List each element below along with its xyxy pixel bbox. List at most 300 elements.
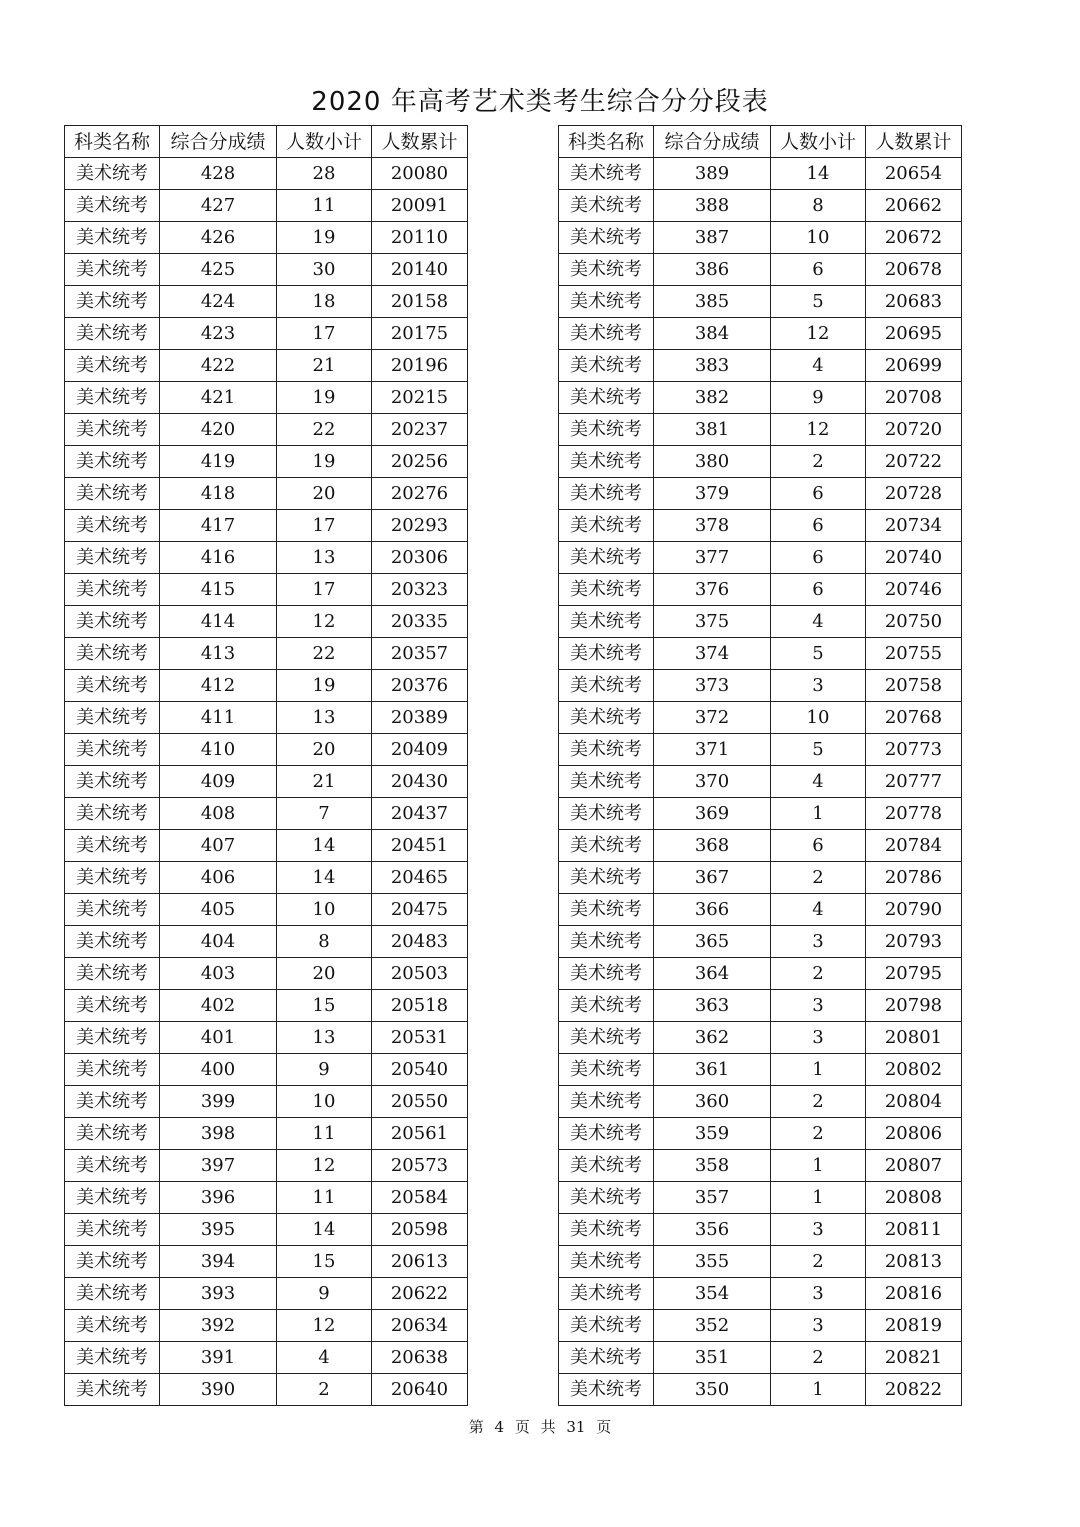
- cell-score: 427: [160, 190, 277, 222]
- table-row: [65, 574, 468, 606]
- cell-score: 354: [654, 1278, 771, 1310]
- cell-score: 414: [160, 606, 277, 638]
- cell-cumulative: 20276: [372, 478, 468, 510]
- cell-count: 11: [277, 190, 372, 222]
- cell-category: 美术统考: [65, 606, 160, 638]
- table-row: [65, 830, 468, 862]
- cell-cumulative: 20091: [372, 190, 468, 222]
- cell-count: 19: [277, 222, 372, 254]
- cell-category: 美术统考: [559, 702, 654, 734]
- cell-category: 美术统考: [65, 1342, 160, 1374]
- cell-score: 389: [654, 158, 771, 190]
- cell-count: 4: [771, 606, 866, 638]
- cell-score: 376: [654, 574, 771, 606]
- cell-score: 373: [654, 670, 771, 702]
- cell-category: 美术统考: [65, 926, 160, 958]
- cell-cumulative: 20773: [866, 734, 962, 766]
- cell-score: 409: [160, 766, 277, 798]
- table-row: [65, 382, 468, 414]
- cell-category: 美术统考: [559, 222, 654, 254]
- cell-category: 美术统考: [65, 1310, 160, 1342]
- cell-category: 美术统考: [559, 1214, 654, 1246]
- cell-count: 9: [277, 1278, 372, 1310]
- cell-count: 20: [277, 734, 372, 766]
- cell-cumulative: 20451: [372, 830, 468, 862]
- table-row: [559, 766, 962, 798]
- cell-score: 357: [654, 1182, 771, 1214]
- table-row: [559, 926, 962, 958]
- cell-score: 359: [654, 1118, 771, 1150]
- cell-category: 美术统考: [559, 638, 654, 670]
- cell-count: 19: [277, 670, 372, 702]
- table-row: [559, 446, 962, 478]
- cell-count: 10: [277, 894, 372, 926]
- cell-score: 396: [160, 1182, 277, 1214]
- cell-category: 美术统考: [559, 574, 654, 606]
- cell-cumulative: 20573: [372, 1150, 468, 1182]
- cell-score: 428: [160, 158, 277, 190]
- cell-score: 372: [654, 702, 771, 734]
- cell-cumulative: 20695: [866, 318, 962, 350]
- cell-cumulative: 20357: [372, 638, 468, 670]
- cell-cumulative: 20728: [866, 478, 962, 510]
- cell-category: 美术统考: [65, 1118, 160, 1150]
- header-count: 人数小计: [771, 126, 866, 158]
- header-category: 科类名称: [559, 126, 654, 158]
- cell-category: 美术统考: [559, 926, 654, 958]
- table-row: [65, 606, 468, 638]
- cell-score: 405: [160, 894, 277, 926]
- cell-category: 美术统考: [559, 478, 654, 510]
- page-title: 2020 年高考艺术类考生综合分分段表: [311, 87, 769, 117]
- cell-count: 2: [771, 1342, 866, 1374]
- table-row: [65, 1182, 468, 1214]
- cell-cumulative: 20734: [866, 510, 962, 542]
- table-row: [65, 1374, 468, 1406]
- table-body-left: [65, 158, 468, 1406]
- cell-cumulative: 20662: [866, 190, 962, 222]
- table-row: [559, 1118, 962, 1150]
- cell-cumulative: 20819: [866, 1310, 962, 1342]
- cell-count: 21: [277, 350, 372, 382]
- cell-score: 422: [160, 350, 277, 382]
- cell-cumulative: 20140: [372, 254, 468, 286]
- cell-score: 390: [160, 1374, 277, 1406]
- cell-count: 3: [771, 1022, 866, 1054]
- cell-category: 美术统考: [65, 414, 160, 446]
- cell-score: 406: [160, 862, 277, 894]
- cell-category: 美术统考: [65, 1246, 160, 1278]
- cell-score: 352: [654, 1310, 771, 1342]
- cell-category: 美术统考: [559, 830, 654, 862]
- cell-cumulative: 20323: [372, 574, 468, 606]
- cell-count: 18: [277, 286, 372, 318]
- table-row: [65, 1054, 468, 1086]
- cell-category: 美术统考: [65, 638, 160, 670]
- table-row: [559, 286, 962, 318]
- cell-count: 11: [277, 1182, 372, 1214]
- cell-count: 10: [771, 702, 866, 734]
- cell-score: 381: [654, 414, 771, 446]
- cell-score: 371: [654, 734, 771, 766]
- cell-count: 2: [771, 1118, 866, 1150]
- table-row: [559, 542, 962, 574]
- cell-count: 14: [771, 158, 866, 190]
- cell-category: 美术统考: [65, 862, 160, 894]
- cell-score: 426: [160, 222, 277, 254]
- cell-score: 388: [654, 190, 771, 222]
- table-row: [65, 542, 468, 574]
- cell-count: 1: [771, 1374, 866, 1406]
- cell-category: 美术统考: [65, 1278, 160, 1310]
- cell-score: 363: [654, 990, 771, 1022]
- table-row: [559, 510, 962, 542]
- cell-cumulative: 20822: [866, 1374, 962, 1406]
- cell-count: 2: [771, 1246, 866, 1278]
- cell-cumulative: 20634: [372, 1310, 468, 1342]
- table-row: [559, 478, 962, 510]
- cell-cumulative: 20808: [866, 1182, 962, 1214]
- cell-count: 12: [771, 414, 866, 446]
- cell-cumulative: 20518: [372, 990, 468, 1022]
- cell-count: 19: [277, 382, 372, 414]
- cell-cumulative: 20722: [866, 446, 962, 478]
- cell-category: 美术统考: [65, 702, 160, 734]
- cell-count: 1: [771, 1182, 866, 1214]
- cell-score: 407: [160, 830, 277, 862]
- cell-score: 404: [160, 926, 277, 958]
- cell-count: 8: [771, 190, 866, 222]
- cell-count: 14: [277, 1214, 372, 1246]
- table-row: [65, 670, 468, 702]
- table-row: [65, 798, 468, 830]
- cell-score: 423: [160, 318, 277, 350]
- cell-cumulative: 20784: [866, 830, 962, 862]
- cell-count: 9: [771, 382, 866, 414]
- cell-count: 12: [277, 1310, 372, 1342]
- cell-count: 3: [771, 990, 866, 1022]
- header-cumulative: 人数累计: [866, 126, 962, 158]
- cell-count: 2: [771, 1086, 866, 1118]
- table-row: [65, 254, 468, 286]
- table-row: [559, 222, 962, 254]
- cell-score: 355: [654, 1246, 771, 1278]
- cell-count: 6: [771, 830, 866, 862]
- cell-category: 美术统考: [559, 1278, 654, 1310]
- cell-cumulative: 20550: [372, 1086, 468, 1118]
- cell-count: 17: [277, 318, 372, 350]
- cell-category: 美术统考: [559, 894, 654, 926]
- cell-cumulative: 20678: [866, 254, 962, 286]
- cell-count: 5: [771, 286, 866, 318]
- cell-category: 美术统考: [65, 1054, 160, 1086]
- cell-score: 350: [654, 1374, 771, 1406]
- table-row: [65, 638, 468, 670]
- cell-cumulative: 20483: [372, 926, 468, 958]
- cell-cumulative: 20786: [866, 862, 962, 894]
- cell-category: 美术统考: [559, 670, 654, 702]
- cell-cumulative: 20306: [372, 542, 468, 574]
- cell-score: 425: [160, 254, 277, 286]
- cell-category: 美术统考: [559, 990, 654, 1022]
- cell-count: 10: [771, 222, 866, 254]
- cell-score: 400: [160, 1054, 277, 1086]
- table-row: [65, 478, 468, 510]
- cell-score: 351: [654, 1342, 771, 1374]
- table-row: [65, 1342, 468, 1374]
- cell-score: 419: [160, 446, 277, 478]
- cell-category: 美术统考: [65, 1182, 160, 1214]
- cell-count: 6: [771, 510, 866, 542]
- table-row: [559, 862, 962, 894]
- cell-count: 17: [277, 510, 372, 542]
- cell-category: 美术统考: [559, 382, 654, 414]
- cell-cumulative: 20389: [372, 702, 468, 734]
- cell-score: 413: [160, 638, 277, 670]
- cell-score: 402: [160, 990, 277, 1022]
- cell-score: 366: [654, 894, 771, 926]
- cell-category: 美术统考: [559, 958, 654, 990]
- table-row: [559, 190, 962, 222]
- table-header-row: [559, 126, 962, 158]
- cell-category: 美术统考: [559, 1086, 654, 1118]
- cell-cumulative: 20777: [866, 766, 962, 798]
- cell-cumulative: 20598: [372, 1214, 468, 1246]
- table-body-right: [559, 158, 962, 1406]
- cell-cumulative: 20798: [866, 990, 962, 1022]
- cell-score: 367: [654, 862, 771, 894]
- cell-cumulative: 20654: [866, 158, 962, 190]
- table-row: [65, 894, 468, 926]
- cell-category: 美术统考: [65, 542, 160, 574]
- cell-count: 12: [277, 606, 372, 638]
- table-row: [65, 958, 468, 990]
- table-row: [559, 830, 962, 862]
- cell-cumulative: 20804: [866, 1086, 962, 1118]
- cell-cumulative: 20293: [372, 510, 468, 542]
- cell-category: 美术统考: [559, 734, 654, 766]
- cell-count: 12: [771, 318, 866, 350]
- cell-score: 370: [654, 766, 771, 798]
- table-row: [65, 350, 468, 382]
- cell-cumulative: 20672: [866, 222, 962, 254]
- cell-score: 361: [654, 1054, 771, 1086]
- cell-score: 358: [654, 1150, 771, 1182]
- cell-score: 397: [160, 1150, 277, 1182]
- cell-category: 美术统考: [65, 990, 160, 1022]
- cell-cumulative: 20430: [372, 766, 468, 798]
- table-row: [65, 926, 468, 958]
- cell-score: 362: [654, 1022, 771, 1054]
- cell-score: 391: [160, 1342, 277, 1374]
- cell-count: 3: [771, 1278, 866, 1310]
- cell-cumulative: 20175: [372, 318, 468, 350]
- cell-count: 4: [771, 766, 866, 798]
- cell-cumulative: 20755: [866, 638, 962, 670]
- cell-cumulative: 20465: [372, 862, 468, 894]
- cell-cumulative: 20638: [372, 1342, 468, 1374]
- cell-count: 4: [277, 1342, 372, 1374]
- cell-category: 美术统考: [559, 190, 654, 222]
- cell-count: 21: [277, 766, 372, 798]
- cell-cumulative: 20816: [866, 1278, 962, 1310]
- cell-cumulative: 20795: [866, 958, 962, 990]
- table-row: [559, 1278, 962, 1310]
- cell-cumulative: 20768: [866, 702, 962, 734]
- cell-count: 4: [771, 894, 866, 926]
- cell-category: 美术统考: [559, 542, 654, 574]
- cell-cumulative: 20813: [866, 1246, 962, 1278]
- table-row: [65, 286, 468, 318]
- cell-cumulative: 20561: [372, 1118, 468, 1150]
- cell-category: 美术统考: [559, 1310, 654, 1342]
- cell-count: 1: [771, 798, 866, 830]
- cell-score: 379: [654, 478, 771, 510]
- cell-category: 美术统考: [65, 1214, 160, 1246]
- table-row: [65, 1022, 468, 1054]
- table-row: [559, 1310, 962, 1342]
- cell-count: 2: [277, 1374, 372, 1406]
- cell-count: 6: [771, 574, 866, 606]
- cell-cumulative: 20790: [866, 894, 962, 926]
- cell-category: 美术统考: [65, 190, 160, 222]
- cell-count: 2: [771, 446, 866, 478]
- score-table-left: [64, 125, 468, 1406]
- cell-cumulative: 20801: [866, 1022, 962, 1054]
- table-row: [559, 1054, 962, 1086]
- cell-cumulative: 20335: [372, 606, 468, 638]
- cell-category: 美术统考: [65, 446, 160, 478]
- cell-count: 8: [277, 926, 372, 958]
- cell-category: 美术统考: [65, 574, 160, 606]
- cell-cumulative: 20409: [372, 734, 468, 766]
- cell-category: 美术统考: [559, 286, 654, 318]
- table-row: [559, 318, 962, 350]
- table-row: [559, 574, 962, 606]
- table-row: [65, 446, 468, 478]
- cell-count: 22: [277, 638, 372, 670]
- cell-cumulative: 20806: [866, 1118, 962, 1150]
- table-header-row: [65, 126, 468, 158]
- cell-score: 378: [654, 510, 771, 542]
- table-row: [559, 254, 962, 286]
- cell-category: 美术统考: [559, 1150, 654, 1182]
- cell-count: 22: [277, 414, 372, 446]
- cell-score: 382: [654, 382, 771, 414]
- cell-count: 5: [771, 734, 866, 766]
- cell-category: 美术统考: [559, 318, 654, 350]
- cell-cumulative: 20531: [372, 1022, 468, 1054]
- table-row: [559, 1182, 962, 1214]
- table-row: [559, 414, 962, 446]
- cell-count: 28: [277, 158, 372, 190]
- cell-cumulative: 20807: [866, 1150, 962, 1182]
- page-footer: 第 4 页 共 31 页: [468, 1418, 612, 1436]
- cell-cumulative: 20640: [372, 1374, 468, 1406]
- table-row: [65, 1150, 468, 1182]
- cell-score: 411: [160, 702, 277, 734]
- cell-cumulative: 20746: [866, 574, 962, 606]
- cell-score: 424: [160, 286, 277, 318]
- cell-cumulative: 20475: [372, 894, 468, 926]
- cell-category: 美术统考: [559, 1374, 654, 1406]
- cell-count: 11: [277, 1118, 372, 1150]
- cell-cumulative: 20708: [866, 382, 962, 414]
- table-row: [559, 798, 962, 830]
- cell-count: 13: [277, 1022, 372, 1054]
- header-category: 科类名称: [65, 126, 160, 158]
- cell-cumulative: 20740: [866, 542, 962, 574]
- cell-cumulative: 20437: [372, 798, 468, 830]
- cell-score: 393: [160, 1278, 277, 1310]
- cell-score: 418: [160, 478, 277, 510]
- table-row: [65, 1214, 468, 1246]
- table-row: [65, 414, 468, 446]
- cell-count: 3: [771, 1214, 866, 1246]
- cell-count: 3: [771, 670, 866, 702]
- table-row: [65, 318, 468, 350]
- cell-count: 2: [771, 958, 866, 990]
- table-row: [559, 1374, 962, 1406]
- header-score: 综合分成绩: [160, 126, 277, 158]
- cell-category: 美术统考: [559, 1118, 654, 1150]
- table-row: [559, 1150, 962, 1182]
- cell-score: 408: [160, 798, 277, 830]
- cell-count: 3: [771, 1310, 866, 1342]
- cell-score: 387: [654, 222, 771, 254]
- cell-cumulative: 20584: [372, 1182, 468, 1214]
- table-row: [559, 1214, 962, 1246]
- table-row: [559, 734, 962, 766]
- cell-category: 美术统考: [559, 254, 654, 286]
- cell-cumulative: 20256: [372, 446, 468, 478]
- cell-score: 356: [654, 1214, 771, 1246]
- table-row: [65, 510, 468, 542]
- cell-score: 360: [654, 1086, 771, 1118]
- cell-score: 380: [654, 446, 771, 478]
- cell-score: 415: [160, 574, 277, 606]
- cell-count: 2: [771, 862, 866, 894]
- score-table-right: [558, 125, 962, 1406]
- table-row: [559, 702, 962, 734]
- cell-count: 20: [277, 958, 372, 990]
- cell-score: 374: [654, 638, 771, 670]
- table-row: [559, 606, 962, 638]
- cell-category: 美术统考: [65, 254, 160, 286]
- table-row: [559, 1086, 962, 1118]
- cell-cumulative: 20158: [372, 286, 468, 318]
- table-row: [65, 1310, 468, 1342]
- cell-cumulative: 20802: [866, 1054, 962, 1086]
- cell-count: 17: [277, 574, 372, 606]
- cell-category: 美术统考: [65, 1086, 160, 1118]
- cell-count: 14: [277, 830, 372, 862]
- cell-count: 1: [771, 1150, 866, 1182]
- cell-category: 美术统考: [65, 894, 160, 926]
- table-row: [65, 766, 468, 798]
- table-row: [65, 1246, 468, 1278]
- cell-count: 1: [771, 1054, 866, 1086]
- cell-score: 369: [654, 798, 771, 830]
- cell-category: 美术统考: [559, 1054, 654, 1086]
- cell-score: 401: [160, 1022, 277, 1054]
- cell-count: 30: [277, 254, 372, 286]
- cell-category: 美术统考: [65, 286, 160, 318]
- table-row: [559, 670, 962, 702]
- cell-score: 375: [654, 606, 771, 638]
- cell-cumulative: 20750: [866, 606, 962, 638]
- cell-score: 383: [654, 350, 771, 382]
